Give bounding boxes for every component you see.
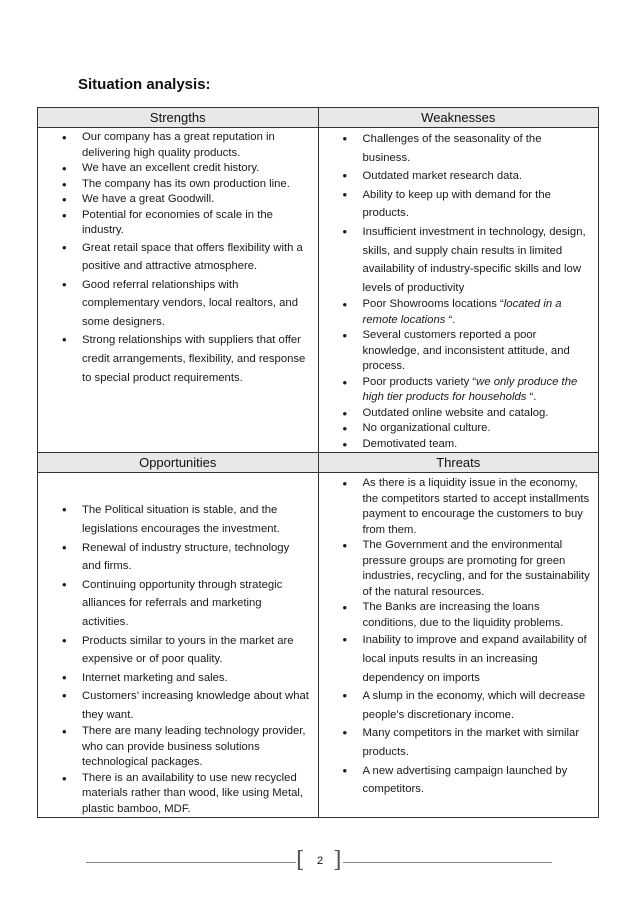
list-item: • Outdated online website and catalog. [319,406,599,422]
list-item: • Internet marketing and sales. [38,669,318,688]
footer-rule-right [343,862,552,863]
threats-list [319,476,599,798]
list-item: • Inability to improve and expand availability of local inputs results in an increasing dependency on imports [319,631,599,687]
item-text-end: “. [526,391,537,404]
opportunities-header: Opportunities [38,453,319,473]
list-item: • Good referral relationships with complementary vendors, local realtors, and some designers. [38,276,318,332]
threats-header: Threats [318,453,599,473]
list-item [319,297,599,328]
list-item: • There are many leading technology provider, who can provide business solutions technological packages. [38,724,318,771]
list-item: • The Banks are increasing the loans conditions, due to the liquidity problems. [319,600,599,631]
swot-body-row-top [38,128,599,453]
footer-bracket-right: ] [333,848,342,873]
opportunities-cell [38,473,319,818]
list-item: • Our company has a great reputation in delivering high quality products. [38,130,318,161]
swot-body-row-bottom [38,473,599,818]
list-item: • Products similar to yours in the market are expensive or of poor quality. [38,632,318,669]
list-item: • We have a great Goodwill. [38,192,318,208]
strengths-header: Strengths [38,108,319,128]
weaknesses-cell [318,128,599,453]
page-footer [0,850,638,876]
list-item: • Challenges of the seasonality of the business. [319,130,599,167]
item-text: Poor Showrooms locations “ [362,298,504,311]
list-item: • The Political situation is stable, and the legislations encourages the investment. [38,501,318,538]
threats-cell [318,473,599,818]
swot-header-row-top [38,108,599,128]
list-item: • Potential for economies of scale in the industry. [38,208,318,239]
footer-bracket-left: [ [296,848,305,873]
opportunities-list [38,501,318,817]
item-emphasis: we only produce the high tier products for households [362,375,578,404]
list-item: • The Government and the environmental pressure groups are promoting for green industries, recycling, and for the sustainability of the natural resources. [319,538,599,600]
list-item: • Great retail space that offers flexibility with a positive and attractive atmosphere. [38,239,318,276]
item-emphasis: located in a remote locations [362,298,562,326]
list-item: • Renewal of industry structure, technology and firms. [38,539,318,576]
list-item: • Strong relationships with suppliers that offer credit arrangements, flexibility, and response to special product requirements. [38,331,318,387]
list-item: • There is an availability to use new recycled materials rather than wood, like using Metal, plastic bamboo, MDF. [38,771,318,818]
weaknesses-header: Weaknesses [318,108,599,128]
list-item: • The company has its own production line. [38,177,318,193]
list-item [319,375,599,406]
list-item: • A slump in the economy, which will decrease people's discretionary income. [319,687,599,724]
item-text-end: “. [445,313,456,326]
page-number: 2 [316,855,324,867]
list-item: • As there is a liquidity issue in the economy, the competitors started to accept installments payment to encourage the customers to buy from them. [319,476,599,538]
list-item: • No organizational culture. [319,421,599,437]
strengths-list [38,130,318,387]
list-item: • Several customers reported a poor knowledge, and inconsistent attitude, and process. [319,328,599,375]
list-item: • Customers’ increasing knowledge about what they want. [38,687,318,724]
strengths-cell [38,128,319,453]
footer-rule-left [86,862,296,863]
list-item: • Many competitors in the market with similar products. [319,724,599,761]
list-item: • We have an excellent credit history. [38,161,318,177]
list-item: • Insufficient investment in technology, design, skills, and supply chain results in limited availability of industry-specific skills and low levels of productivity [319,223,599,297]
swot-header-row-bottom [38,453,599,473]
list-item: • Outdated market research data. [319,167,599,186]
weaknesses-list [319,130,599,452]
swot-table [37,107,599,818]
item-text: Poor products variety “ [362,375,477,388]
list-item: • A new advertising campaign launched by competitors. [319,762,599,799]
section-heading: Situation analysis: [78,76,211,93]
list-item: • Continuing opportunity through strategic alliances for referrals and marketing activities. [38,576,318,632]
list-item: • Ability to keep up with demand for the products. [319,186,599,223]
list-item: • Demotivated team. [319,437,599,453]
